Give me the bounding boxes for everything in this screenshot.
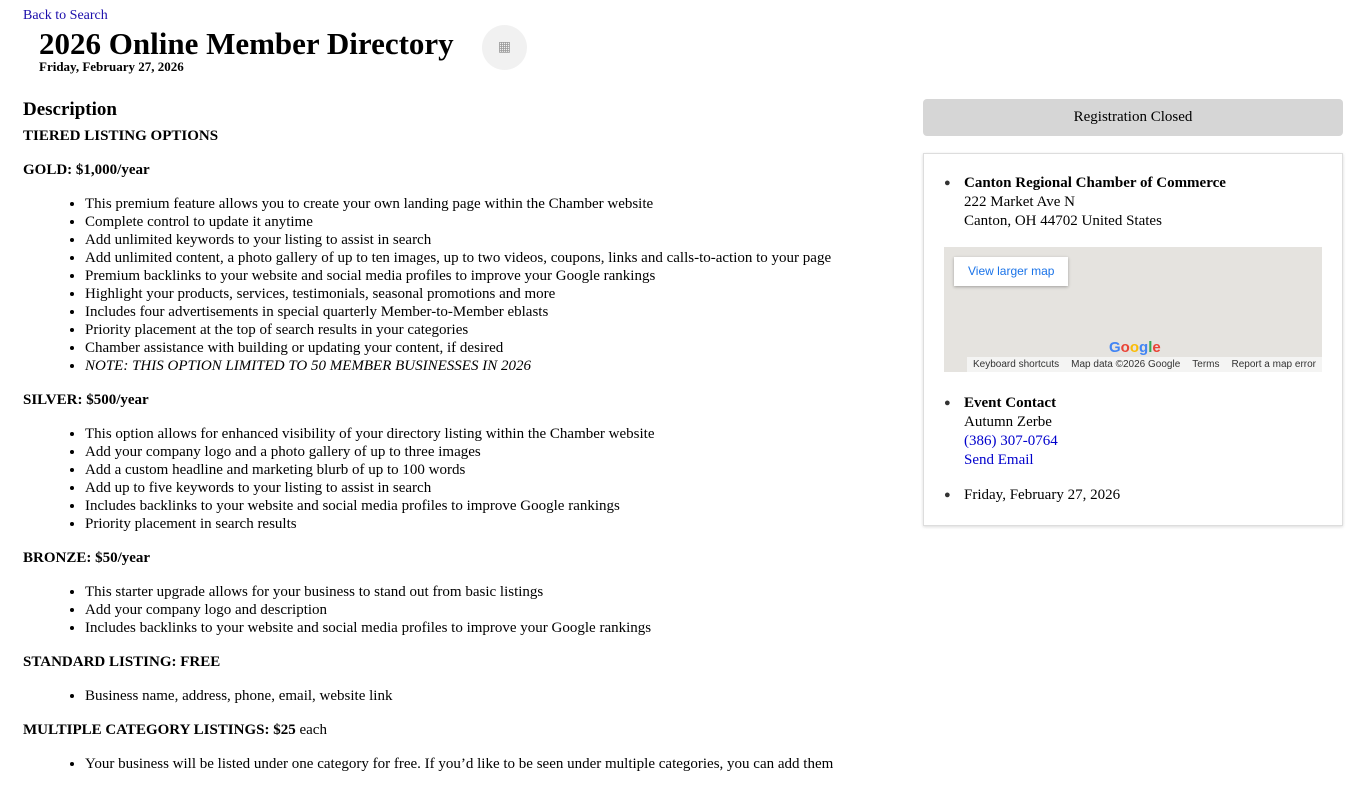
list-item: • Includes four advertisements in special quarterly Member-to-Member eblasts	[85, 303, 903, 321]
map[interactable]	[944, 247, 1322, 372]
list-item: • This premium feature allows you to create your own landing page within the Chamber website	[85, 195, 903, 213]
contact-phone-link[interactable]: (386) 307-0764	[964, 433, 1058, 449]
list-item: • This starter upgrade allows for your business to stand out from basic listings	[85, 583, 903, 601]
event-date-sidebar: Friday, February 27, 2026	[964, 487, 1121, 503]
list-item: • Includes backlinks to your website and social media profiles to improve Google rankings	[85, 497, 903, 515]
report-map-error-link[interactable]: Report a map error	[1231, 359, 1316, 370]
venue-city: Canton, OH 44702 United States	[964, 213, 1162, 229]
map-footer	[967, 357, 1322, 372]
list-item: • Priority placement in search results	[85, 515, 903, 533]
send-email-link[interactable]: Send Email	[964, 452, 1034, 468]
list-item: • Complete control to update it anytime	[85, 213, 903, 231]
list-item: • Priority placement at the top of search results in your categories	[85, 321, 903, 339]
list-item: • Add a custom headline and marketing blurb of up to 100 words	[85, 461, 903, 479]
registration-closed-button[interactable]: Registration Closed	[923, 99, 1343, 136]
list-item: • Add up to five keywords to your listing to assist in search	[85, 479, 903, 497]
venue-street: 222 Market Ave N	[964, 194, 1075, 210]
location-icon: ●	[944, 177, 951, 189]
sidebar	[923, 99, 1343, 526]
list-item: • Add your company logo and description	[85, 601, 903, 619]
list-item: • Your business will be listed under one category for free. If you’d like to be seen under multiple categories, you can add them	[85, 755, 903, 773]
list-item: • This option allows for enhanced visibility of your directory listing within the Chamber website	[85, 425, 903, 443]
back-to-search-link[interactable]: Back to Search	[23, 8, 108, 23]
list-item: • Chamber assistance with building or updating your content, if desired	[85, 339, 903, 357]
tier-title: GOLD: $1,000/year	[23, 162, 150, 178]
terms-link[interactable]: Terms	[1192, 359, 1220, 370]
tier-title: STANDARD LISTING: FREE	[23, 654, 221, 670]
calendar-icon: ▦	[497, 40, 512, 55]
event-date: Friday, February 27, 2026	[39, 59, 184, 74]
add-to-calendar-button[interactable]	[482, 25, 527, 70]
list-item: • Premium backlinks to your website and social media profiles to improve your Google rankings	[85, 267, 903, 285]
google-logo: Google	[1109, 339, 1161, 356]
multi-category-list	[23, 755, 903, 773]
tier-title: BRONZE: $50/year	[23, 550, 151, 566]
description-section	[23, 99, 903, 789]
list-item: • Highlight your products, services, testimonials, seasonal promotions and more	[85, 285, 903, 303]
keyboard-shortcuts-link[interactable]: Keyboard shortcuts	[972, 359, 1060, 370]
tier-features-list	[23, 583, 903, 637]
tier-features-list	[23, 425, 903, 533]
intro-heading: TIERED LISTING OPTIONS	[23, 128, 219, 144]
view-larger-map-link[interactable]: View larger map	[954, 257, 1068, 286]
tier-note: • NOTE: THIS OPTION LIMITED TO 50 MEMBER BUSINESSES IN 2026	[85, 357, 903, 375]
event-info-card	[923, 153, 1343, 526]
list-item: • Add unlimited keywords to your listing to assist in search	[85, 231, 903, 249]
contact-heading: Event Contact	[964, 395, 1057, 411]
map-data-text: Map data ©2026 Google	[1071, 359, 1181, 370]
contact-name: Autumn Zerbe	[964, 414, 1052, 430]
clock-icon: ●	[944, 489, 951, 501]
tier-features-list	[23, 687, 903, 705]
page-title: 2026 Online Member Directory	[39, 26, 454, 61]
tier-title: MULTIPLE CATEGORY LISTINGS: $25 each	[23, 722, 327, 738]
description-heading: Description	[23, 99, 117, 120]
list-item: • Includes backlinks to your website and social media profiles to improve your Google rankings	[85, 619, 903, 637]
list-item: • Add your company logo and a photo gallery of up to three images	[85, 443, 903, 461]
user-icon: ●	[944, 397, 951, 409]
tier-title: SILVER: $500/year	[23, 392, 149, 408]
list-item: • Business name, address, phone, email, website link	[85, 687, 903, 705]
tier-features-list	[23, 195, 903, 375]
list-item: • Add unlimited content, a photo gallery of up to ten images, up to two videos, coupons, links and calls-to-action to your page	[85, 249, 903, 267]
venue-name: Canton Regional Chamber of Commerce	[964, 175, 1226, 191]
